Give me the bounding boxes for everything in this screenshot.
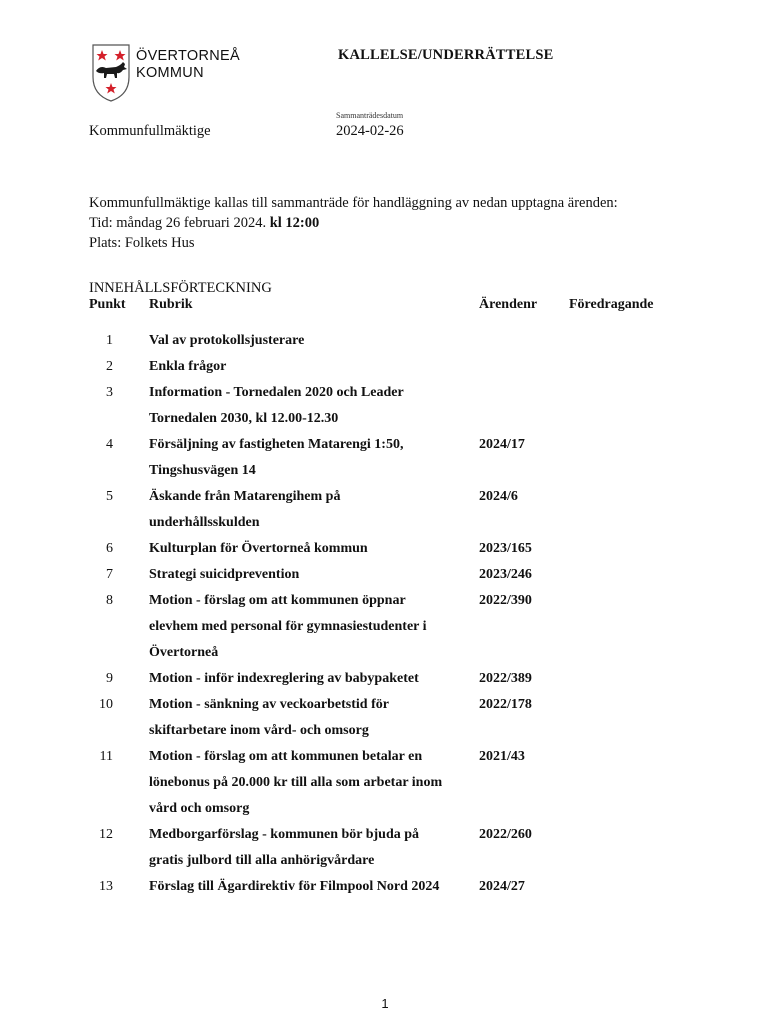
document-type: KALLELSE/UNDERRÄTTELSE bbox=[338, 47, 554, 63]
column-header-foredragande: Föredragande bbox=[569, 297, 654, 312]
agenda-item-case-number: 2024/6 bbox=[479, 489, 518, 504]
agenda-item-title-line: elevhem med personal för gymnasiestudenter i bbox=[149, 619, 427, 634]
toc-title: INNEHÅLLSFÖRTECKNING bbox=[89, 280, 272, 296]
agenda-item-case-number: 2023/165 bbox=[479, 541, 532, 556]
agenda-item-number: 5 bbox=[106, 489, 113, 504]
agenda-item bbox=[0, 380, 770, 432]
agenda-item-title-line: Tornedalen 2030, kl 12.00-12.30 bbox=[149, 411, 339, 426]
agenda-item bbox=[0, 822, 770, 874]
agenda-item-case-number: 2022/178 bbox=[479, 697, 532, 712]
agenda-item-number: 12 bbox=[99, 827, 113, 842]
agenda-item-title bbox=[149, 588, 469, 666]
agenda-item-title bbox=[149, 536, 469, 562]
agenda-item-title bbox=[149, 354, 469, 380]
agenda-item-number: 1 bbox=[106, 333, 113, 348]
agenda-item-title bbox=[149, 328, 469, 354]
agenda-item-title-line: Motion - förslag om att kommunen öppnar bbox=[149, 593, 406, 608]
agenda-item-title-line: Övertorneå bbox=[149, 645, 219, 660]
agenda-item-title bbox=[149, 822, 469, 874]
agenda-item-case-number: 2024/27 bbox=[479, 879, 525, 894]
agenda-item-title-line: Val av protokollsjusterare bbox=[149, 333, 305, 348]
agenda-item bbox=[0, 666, 770, 692]
agenda-item bbox=[0, 484, 770, 536]
agenda-item-title-line: Tingshusvägen 14 bbox=[149, 463, 256, 478]
agenda-item-title-line: Försäljning av fastigheten Matarengi 1:50, bbox=[149, 437, 404, 452]
agenda-item-title-line: Information - Tornedalen 2020 och Leader bbox=[149, 385, 404, 400]
agenda-item-title-line: Medborgarförslag - kommunen bör bjuda på bbox=[149, 827, 420, 842]
agenda-item-title bbox=[149, 484, 469, 536]
agenda-item-title-line: Motion - sänkning av veckoarbetstid för bbox=[149, 697, 389, 712]
agenda-item bbox=[0, 874, 770, 900]
agenda-item-case-number: 2023/246 bbox=[479, 567, 532, 582]
agenda-item-title bbox=[149, 666, 469, 692]
agenda-item bbox=[0, 354, 770, 380]
intro-line: Kommunfullmäktige kallas till sammanträde för handläggning av nedan upptagna ärenden: bbox=[89, 195, 618, 211]
logo-name-line1: ÖVERTORNEÅ bbox=[136, 48, 240, 64]
agenda-item bbox=[0, 536, 770, 562]
agenda-item-case-number: 2022/390 bbox=[479, 593, 532, 608]
meeting-place: Plats: Folkets Hus bbox=[89, 235, 195, 251]
intro-text bbox=[89, 193, 618, 253]
agenda-item-title-line: skiftarbetare inom vård- och omsorg bbox=[149, 723, 369, 738]
column-header-rubrik: Rubrik bbox=[149, 297, 193, 312]
agenda-item bbox=[0, 328, 770, 354]
agenda-item-title bbox=[149, 432, 469, 484]
agenda-item-title-line: Enkla frågor bbox=[149, 359, 227, 374]
agenda-item-title bbox=[149, 874, 469, 900]
agenda-item-title-line: gratis julbord till alla anhörigvårdare bbox=[149, 853, 375, 868]
agenda-item bbox=[0, 744, 770, 822]
agenda-item-case-number: 2021/43 bbox=[479, 749, 525, 764]
agenda-item-case-number: 2022/260 bbox=[479, 827, 532, 842]
agenda-item-title-line: lönebonus på 20.000 kr till alla som arbetar inom bbox=[149, 775, 443, 790]
agenda-item-title-line: Äskande från Matarengihem på bbox=[149, 489, 341, 504]
meeting-time bbox=[89, 213, 618, 233]
coat-of-arms-icon bbox=[90, 43, 132, 103]
agenda-item-number: 8 bbox=[106, 593, 113, 608]
agenda-item-title-line: Motion - inför indexreglering av babypaketet bbox=[149, 671, 419, 686]
agenda-item-number: 13 bbox=[99, 879, 113, 894]
meeting-time-prefix: Tid: måndag 26 februari 2024. bbox=[89, 215, 267, 231]
page-number: 1 bbox=[381, 996, 389, 1011]
agenda-item-title-line: Förslag till Ägardirektiv för Filmpool Nord 2024 bbox=[149, 879, 440, 894]
agenda-item-title bbox=[149, 692, 469, 744]
agenda-item-number: 7 bbox=[106, 567, 113, 582]
agenda-item bbox=[0, 692, 770, 744]
column-header-arendenr: Ärendenr bbox=[479, 297, 538, 312]
agenda-item-title-line: Motion - förslag om att kommunen betalar en bbox=[149, 749, 423, 764]
municipality-logo bbox=[90, 43, 250, 103]
agenda-item-title-line: Strategi suicidprevention bbox=[149, 567, 300, 582]
agenda-item-number: 10 bbox=[99, 697, 113, 712]
agenda-item-title-line: Kulturplan för Övertorneå kommun bbox=[149, 541, 368, 556]
agenda-item-number: 3 bbox=[106, 385, 113, 400]
agenda-item-case-number: 2022/389 bbox=[479, 671, 532, 686]
agenda-item-number: 6 bbox=[106, 541, 113, 556]
column-header-punkt: Punkt bbox=[89, 297, 126, 312]
agenda-item-title bbox=[149, 380, 469, 432]
agenda-item-title-line: underhållsskulden bbox=[149, 515, 260, 530]
agenda-item-number: 11 bbox=[99, 749, 113, 764]
agenda-item bbox=[0, 562, 770, 588]
agenda-item bbox=[0, 588, 770, 666]
meeting-date: 2024-02-26 bbox=[336, 123, 404, 139]
meeting-date-label: Sammanträdesdatum bbox=[336, 111, 404, 120]
agenda-item bbox=[0, 432, 770, 484]
council-name: Kommunfullmäktige bbox=[89, 123, 211, 139]
agenda-item-title bbox=[149, 562, 469, 588]
meeting-time-clock: kl 12:00 bbox=[266, 215, 320, 231]
logo-name-line2: KOMMUN bbox=[136, 65, 204, 81]
agenda-item-case-number: 2024/17 bbox=[479, 437, 525, 452]
agenda-item-number: 9 bbox=[106, 671, 113, 686]
agenda-item-number: 2 bbox=[106, 359, 113, 374]
agenda-item-title bbox=[149, 744, 469, 822]
agenda-item-number: 4 bbox=[106, 437, 113, 452]
agenda-item-title-line: vård och omsorg bbox=[149, 801, 250, 816]
